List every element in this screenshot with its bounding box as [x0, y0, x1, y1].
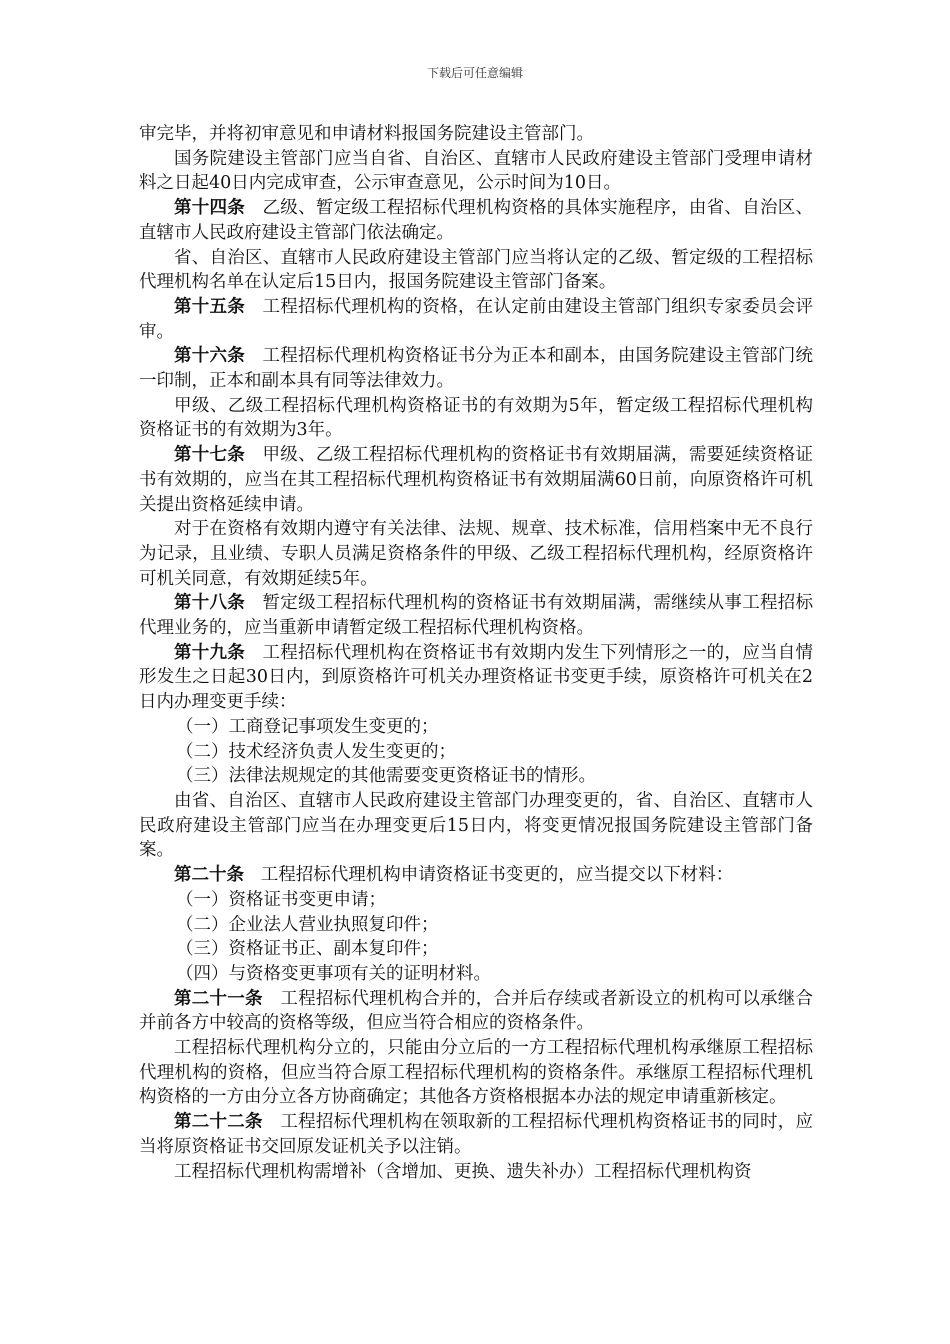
article-paragraph	[139, 641, 813, 715]
paragraph-text: 工程招标代理机构分立的，只能由分立后的一方工程招标代理机构承继原工程招标代理机构的资格，但应当符合原工程招标代理机构的资格条件。承继原工程招标代理机构资格的一方由分立各方协商确定；其他各方资格根据本办法的规定申请重新核定。	[139, 1038, 813, 1108]
paragraph-text: 工程招标代理机构在资格证书有效期内发生下列情形之一的，应当自情形发生之日起30日内，到原资格许可机关办理资格证书变更手续，原资格许可机关在2日内办理变更手续：	[139, 642, 813, 713]
list-item	[139, 962, 813, 987]
paragraph-text: 审完毕，并将初审意见和申请材料报国务院建设主管部门。	[139, 124, 594, 144]
article-paragraph	[139, 863, 813, 888]
article-paragraph	[139, 196, 813, 245]
list-item	[139, 764, 813, 789]
paragraph-text: （一）资格证书变更申请；	[176, 889, 386, 910]
article-number: 第二十一条	[174, 988, 263, 1009]
paragraph-text: 国务院建设主管部门应当自省、自治区、直辖市人民政府建设主管部门受理申请材料之日起40日内完成审查，公示审查意见，公示时间为10日。	[139, 148, 813, 194]
article-number: 第十四条	[174, 198, 246, 219]
paragraph-text: （二）技术经济负责人发生变更的；	[176, 741, 456, 762]
article-number: 第十八条	[174, 593, 246, 614]
article-paragraph	[139, 591, 813, 640]
list-item	[139, 715, 813, 740]
article-paragraph	[139, 1110, 813, 1159]
paragraph-text: （一）工商登记事项发生变更的；	[176, 716, 439, 737]
paragraph-text: 工程招标代理机构在领取新的工程招标代理机构资格证书的同时，应当将原资格证书交回原发证机关予以注销。	[139, 1112, 813, 1157]
list-item	[139, 740, 813, 765]
paragraph-text: （三）法律法规规定的其他需要变更资格证书的情形。	[176, 766, 596, 787]
list-item	[139, 913, 813, 938]
paragraph	[139, 147, 813, 196]
paragraph-text: 工程招标代理机构资格证书分为正本和副本，由国务院建设主管部门统一印制，正本和副本具有同等法律效力。	[139, 346, 813, 392]
article-number: 第二十条	[174, 865, 244, 886]
paragraph-text: 工程招标代理机构申请资格证书变更的，应当提交以下材料：	[260, 865, 734, 886]
paragraph	[139, 246, 813, 295]
paragraph-text: 由省、自治区、直辖市人民政府建设主管部门办理变更的，省、自治区、直辖市人民政府建设主管部门应当在办理变更后15日内，将变更情况报国务院建设主管部门备案。	[139, 790, 813, 861]
paragraph	[139, 1036, 813, 1110]
paragraph-text: 工程招标代理机构需增补（含增加、更换、遗失补办）工程招标代理机构资	[174, 1161, 752, 1182]
page-header: 下载后可任意编辑	[426, 66, 523, 80]
paragraph	[139, 789, 813, 863]
article-number: 第十九条	[174, 642, 246, 663]
paragraph-text: （三）资格证书正、副本复印件；	[176, 939, 439, 960]
article-number: 第二十二条	[174, 1112, 263, 1133]
list-item	[139, 937, 813, 962]
article-number: 第十五条	[174, 296, 246, 317]
paragraph-text: 工程招标代理机构的资格，在认定前由建设主管部门组织专家委员会评审。	[139, 296, 813, 342]
paragraph-text: （二）企业法人营业执照复印件；	[176, 914, 439, 935]
article-paragraph	[139, 295, 813, 344]
article-number: 第十七条	[174, 445, 246, 466]
paragraph	[139, 122, 813, 147]
article-number: 第十六条	[174, 346, 246, 367]
paragraph	[139, 517, 813, 591]
paragraph-text: 省、自治区、直辖市人民政府建设主管部门应当将认定的乙级、暂定级的工程招标代理机构名单在认定后15日内，报国务院建设主管部门备案。	[139, 247, 813, 293]
paragraph	[139, 1160, 813, 1185]
article-paragraph	[139, 987, 813, 1036]
paragraph-text: 甲级、乙级工程招标代理机构的资格证书有效期届满，需要延续资格证书有效期的，应当在其工程招标代理机构资格证书有效期届满60日前，向原资格许可机关提出资格延续申请。	[139, 445, 813, 515]
paragraph	[139, 394, 813, 443]
paragraph-text: 甲级、乙级工程招标代理机构资格证书的有效期为5年，暂定级工程招标代理机构资格证书的有效期为3年。	[139, 395, 813, 441]
list-item	[139, 888, 813, 913]
paragraph-text: 工程招标代理机构合并的，合并后存续或者新设立的机构可以承继合并前各方中较高的资格等级，但应当符合相应的资格条件。	[139, 988, 813, 1034]
document-body	[139, 122, 813, 1184]
article-paragraph	[139, 443, 813, 517]
paragraph-text: 暂定级工程招标代理机构的资格证书有效期届满，需继续从事工程招标代理业务的，应当重新申请暂定级工程招标代理机构资格。	[139, 593, 813, 639]
paragraph-text: （四）与资格变更事项有关的证明材料。	[176, 963, 491, 984]
article-paragraph	[139, 344, 813, 393]
paragraph-text: 乙级、暂定级工程招标代理机构资格的具体实施程序，由省、自治区、直辖市人民政府建设主管部门依法确定。	[139, 198, 813, 243]
paragraph-text: 对于在资格有效期内遵守有关法律、法规、规章、技术标准，信用档案中无不良行为记录，且业绩、专职人员满足资格条件的甲级、乙级工程招标代理机构，经原资格许可机关同意，有效期延续5年。	[139, 519, 813, 589]
